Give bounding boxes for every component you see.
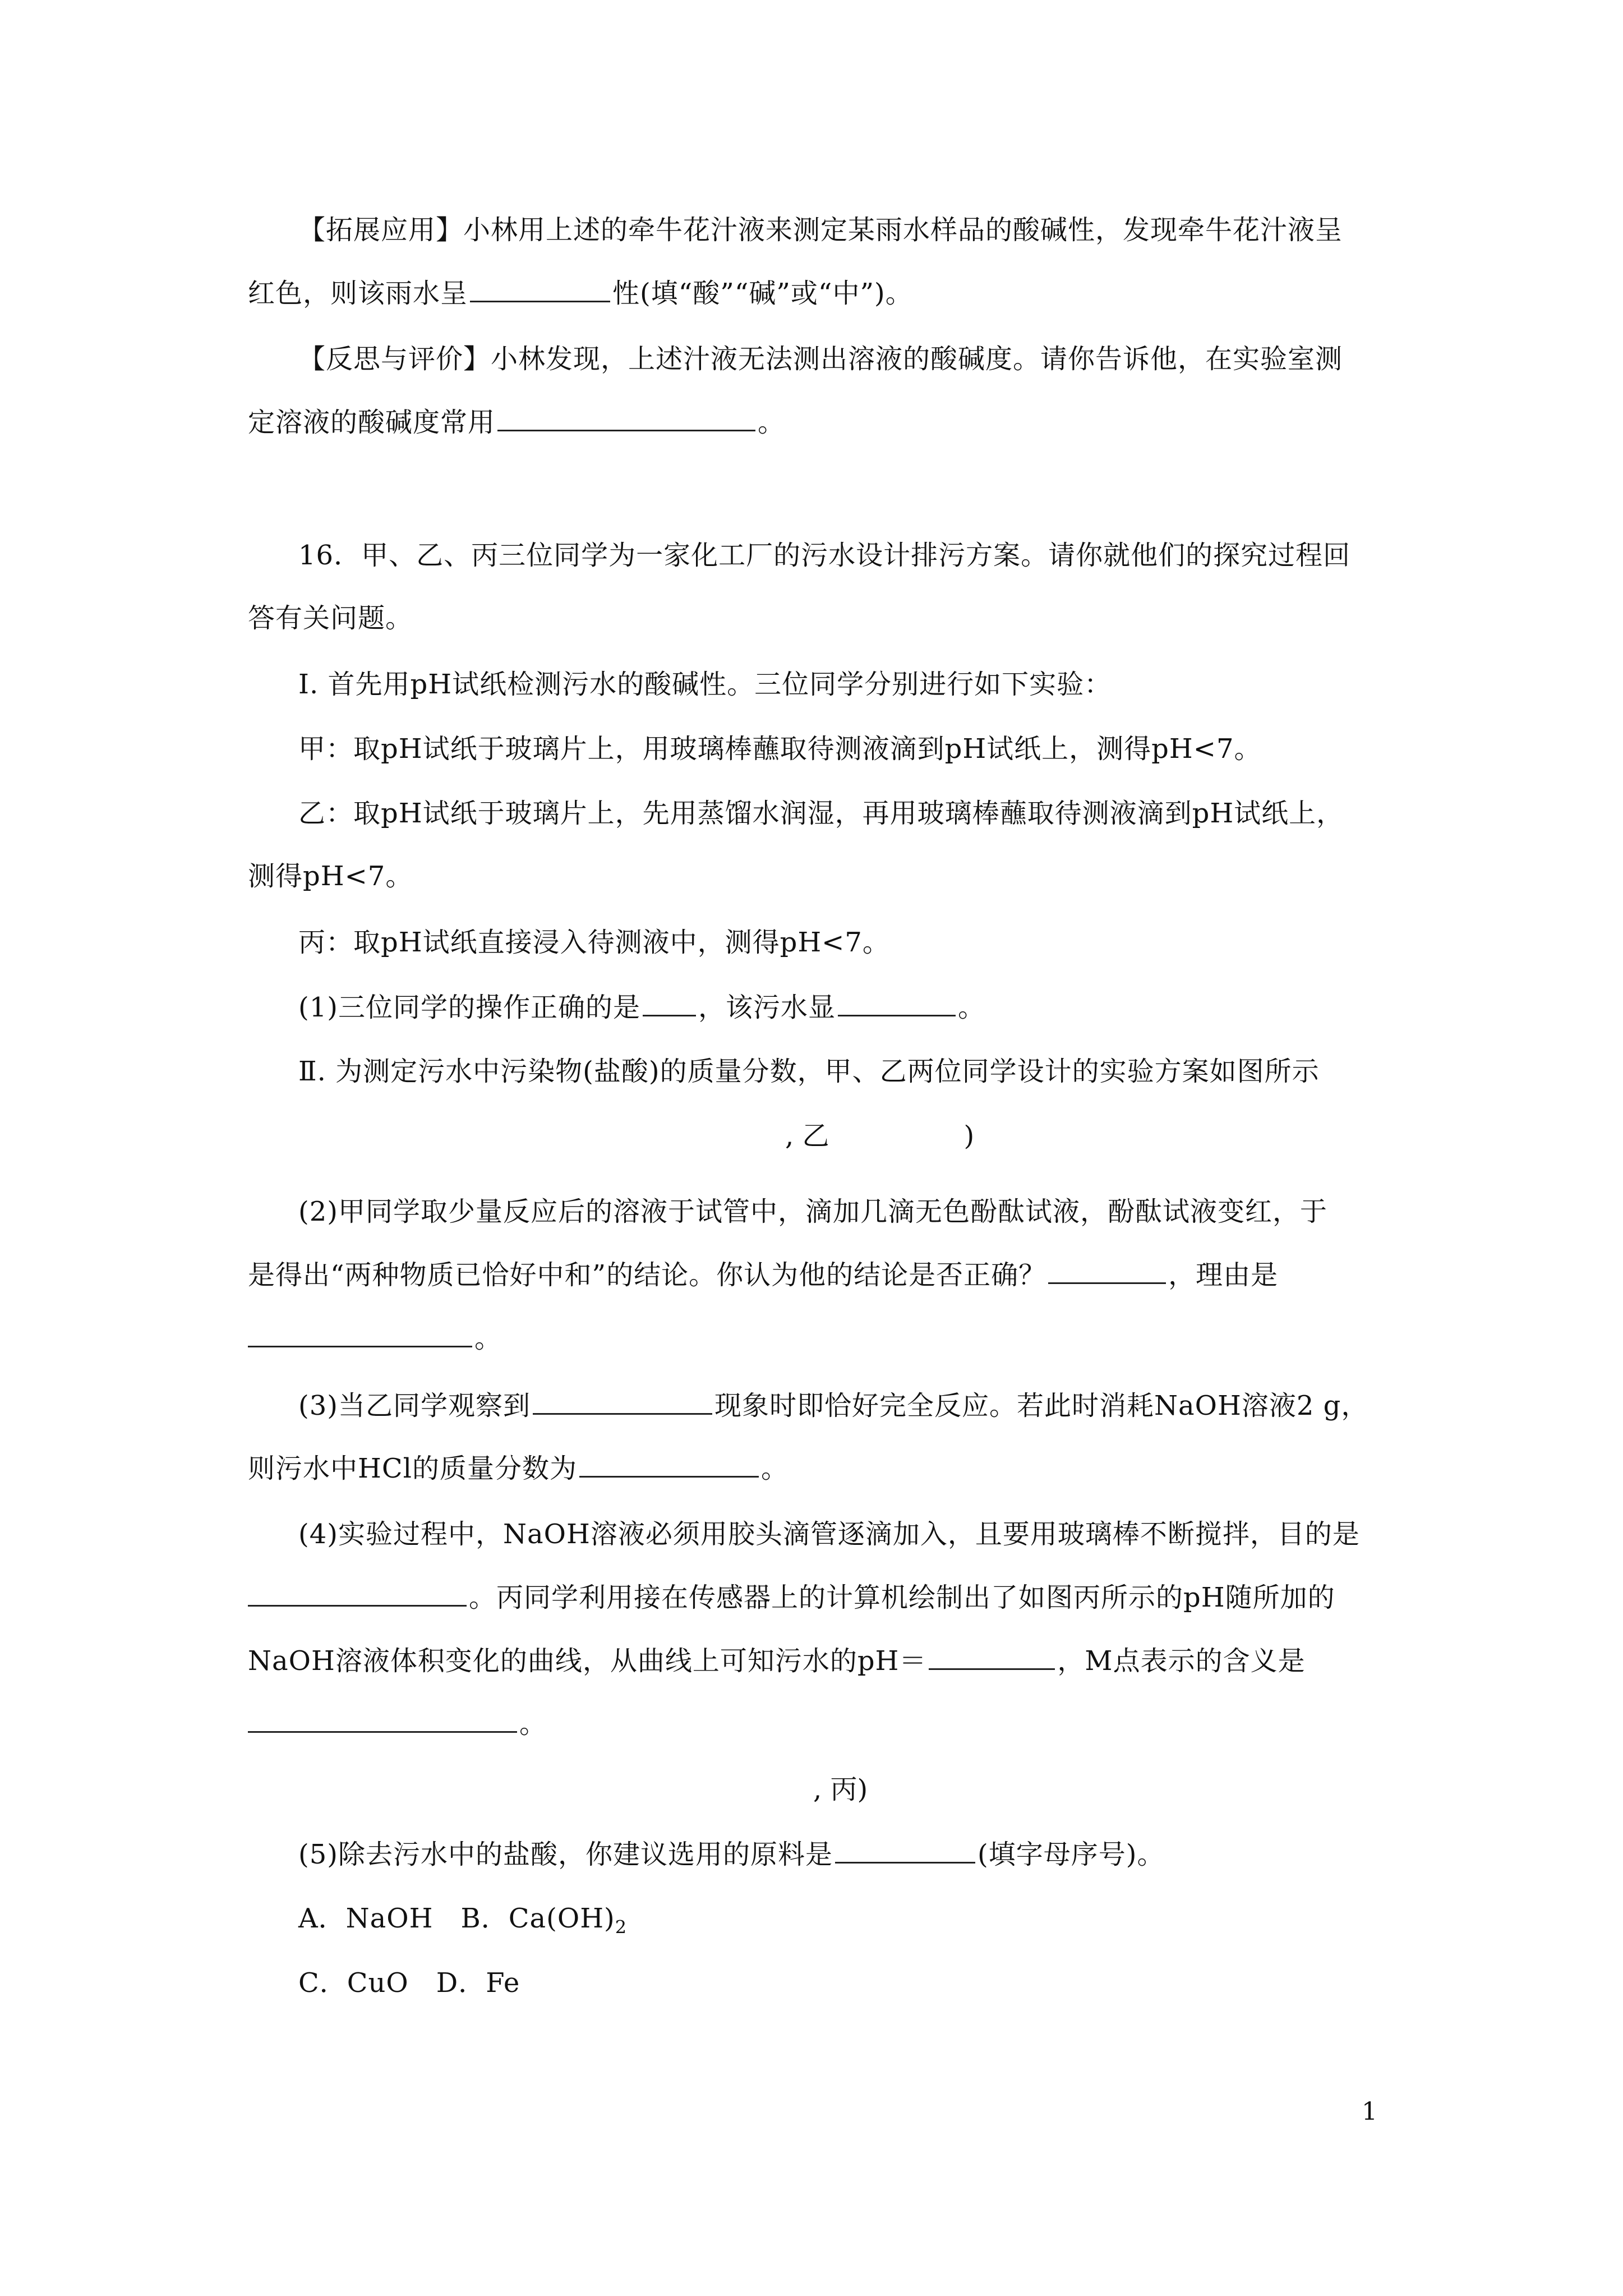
figure-caption-1: , 乙 ) — [785, 1120, 975, 1152]
q16-options-line-1: A．NaOH B．$Ca(OH)_2$ — [298, 1903, 628, 1938]
q16-q3-line-2: 则污水中HCl的质量分数为 。 — [248, 1451, 789, 1485]
q16-q3-line-1: (3)当乙同学观察到 现象时即恰好完全反应。若此时消耗NaOH溶液2 g， — [298, 1388, 1368, 1423]
q16-yi-line-2: 测得pH<7。 — [248, 861, 413, 892]
q16-q2-line-1: (2)甲同学取少量反应后的溶液于试管中，滴加几滴无色酚酞试液，酚酞试液变红，于 — [298, 1196, 1327, 1227]
answer-blank[interactable] — [248, 1580, 467, 1607]
q16-q2-line-3: 。 — [248, 1321, 502, 1355]
answer-blank[interactable] — [643, 990, 696, 1016]
q16-part1: Ⅰ. 首先用pH试纸检测污水的酸碱性。三位同学分别进行如下实验： — [298, 669, 1112, 700]
q16-intro-line-1: 16．甲、乙、丙三位同学为一家化工厂的污水设计排污方案。请你就他们的探究过程回 — [298, 540, 1351, 571]
answer-blank[interactable] — [470, 276, 610, 302]
page-number: 1 — [1362, 2097, 1377, 2126]
q16-q4-line-1: (4)实验过程中，NaOH溶液必须用胶头滴管逐滴加入，且要用玻璃棒不断搅拌，目的是 — [298, 1519, 1360, 1550]
q16-q5: (5)除去污水中的盐酸，你建议选用的原料是 (填字母序号)。 — [298, 1837, 1164, 1871]
q16-jia: 甲：取pH试纸于玻璃片上，用玻璃棒蘸取待测液滴到pH试纸上，测得pH<7。 — [298, 733, 1262, 765]
answer-blank[interactable] — [929, 1644, 1055, 1670]
q16-q2-line-2: 是得出“两种物质已恰好中和”的结论。你认为他的结论是否正确？ ，理由是 — [248, 1258, 1278, 1292]
answer-blank[interactable] — [1048, 1258, 1166, 1284]
q16-options-line-2: C．CuO D．Fe — [298, 1967, 520, 1999]
expand-line-1: 【拓展应用】小林用上述的牵牛花汁液来测定某雨水样品的酸碱性，发现牵牛花汁液呈 — [298, 214, 1343, 246]
q16-q1: (1)三位同学的操作正确的是 ，该污水显 。 — [298, 990, 985, 1024]
reflect-line-1: 【反思与评价】小林发现，上述汁液无法测出溶液的酸碱度。请你告诉他，在实验室测 — [298, 343, 1343, 375]
q16-q4-line-4: 。 — [248, 1706, 547, 1741]
q16-q4-line-2: 。丙同学利用接在传感器上的计算机绘制出了如图丙所示的pH随所加的 — [248, 1580, 1335, 1614]
q16-part2: Ⅱ. 为测定污水中污染物(盐酸)的质量分数，甲、乙两位同学设计的实验方案如图所示 — [298, 1056, 1320, 1087]
answer-blank[interactable] — [248, 1706, 517, 1733]
answer-blank[interactable] — [533, 1388, 712, 1415]
q16-intro-line-2: 答有关问题。 — [248, 602, 413, 634]
answer-blank[interactable] — [248, 1321, 472, 1347]
reflect-line-2: 定溶液的酸碱度常用 。 — [248, 405, 785, 439]
answer-blank[interactable] — [838, 990, 956, 1016]
q16-q4-line-3: NaOH溶液体积变化的曲线，从曲线上可知污水的pH＝ ，M点表示的含义是 — [248, 1644, 1306, 1678]
answer-blank[interactable] — [497, 405, 755, 431]
figure-caption-2: , 丙) — [813, 1774, 868, 1805]
answer-blank[interactable] — [579, 1451, 759, 1478]
expand-line-2: 红色，则该雨水呈 性(填“酸”“碱”或“中”)。 — [248, 276, 913, 310]
q16-yi-line-1: 乙：取pH试纸于玻璃片上，先用蒸馏水润湿，再用玻璃棒蘸取待测液滴到pH试纸上， — [298, 798, 1344, 829]
answer-blank[interactable] — [835, 1837, 975, 1864]
q16-bing: 丙：取pH试纸直接浸入待测液中，测得pH<7。 — [298, 927, 890, 958]
